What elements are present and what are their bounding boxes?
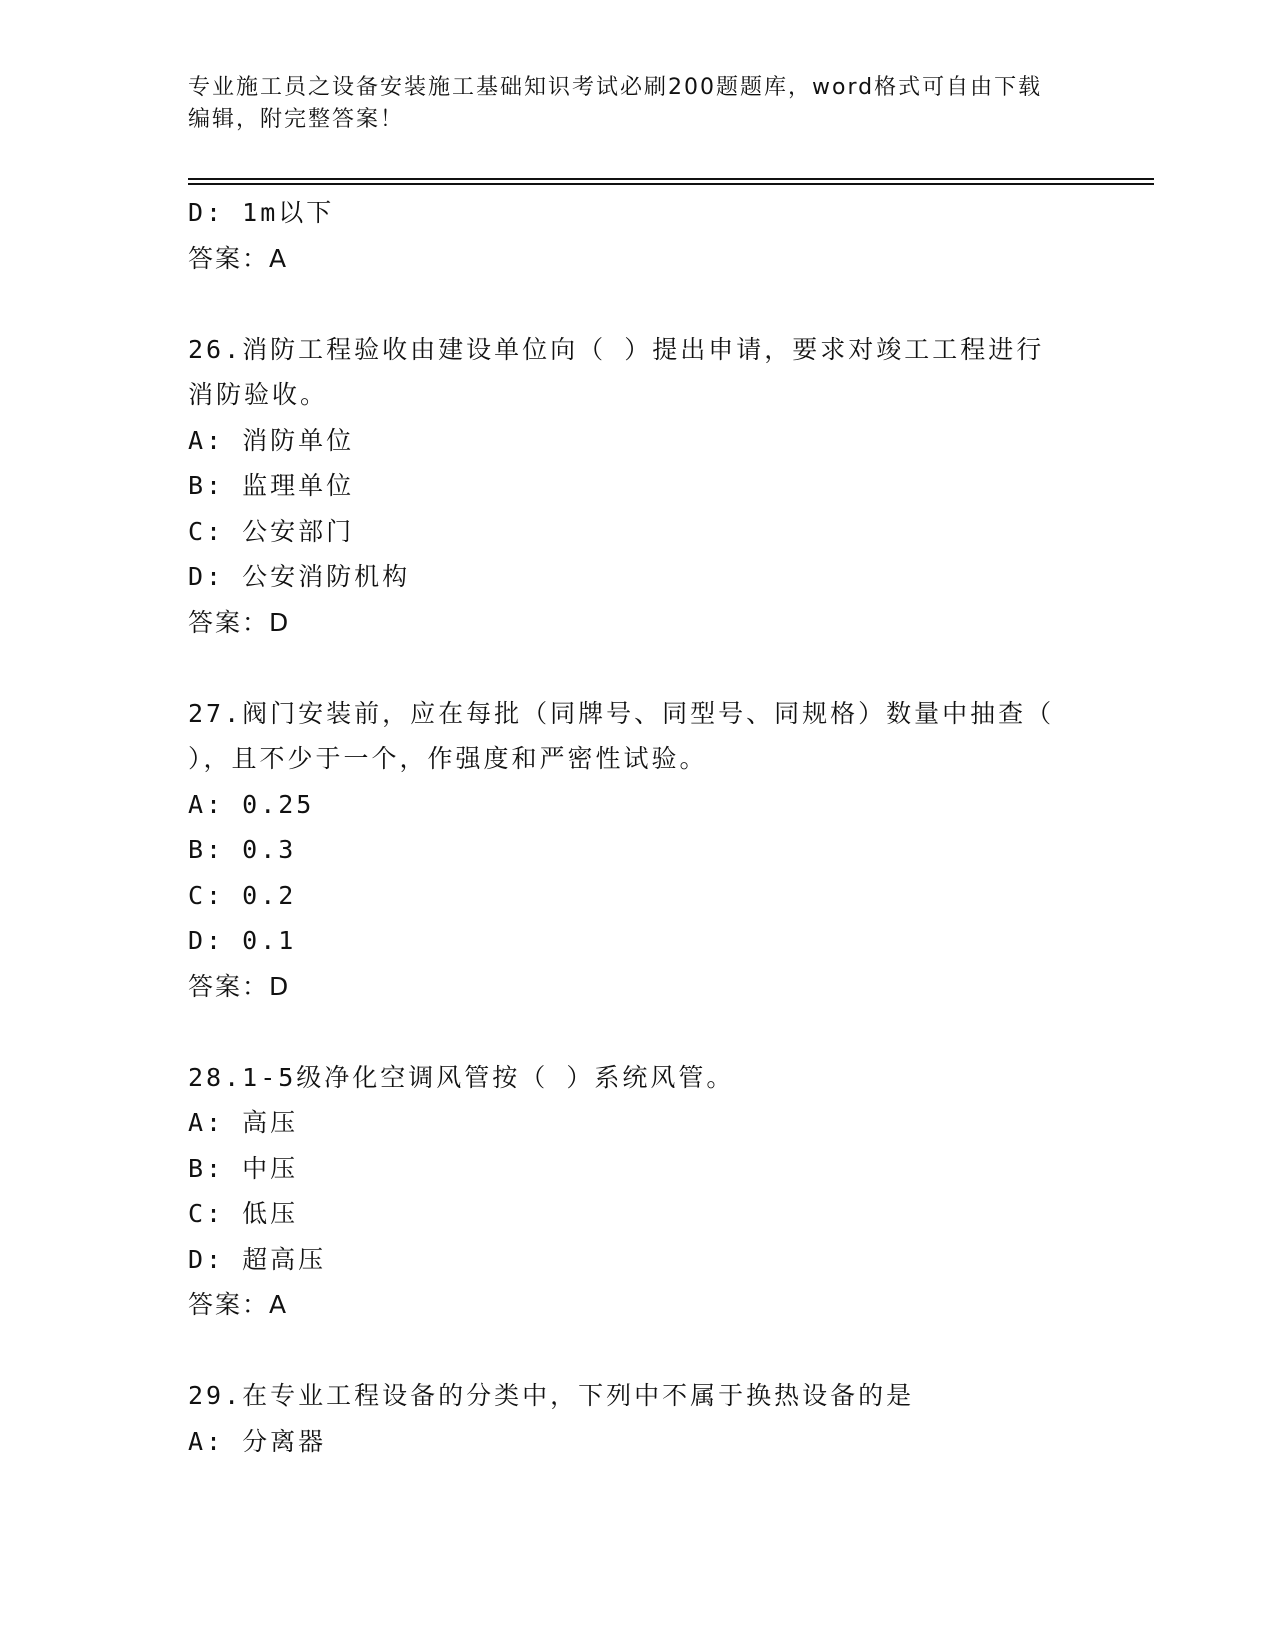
document-header	[188, 72, 1088, 136]
header-rule-bottom	[188, 183, 1154, 185]
option-d: D: 公安消防机构	[188, 562, 411, 591]
spacer	[188, 1009, 1088, 1055]
question-stem: 29.在专业工程设备的分类中，下列中不属于换热设备的是	[188, 1381, 915, 1410]
option-b: B: 监理单位	[188, 471, 355, 500]
option-c: C: 低压	[188, 1199, 299, 1228]
header-rule-top	[188, 178, 1154, 180]
prev-answer: 答案：A	[188, 243, 289, 273]
option-a: A: 0.25	[188, 789, 315, 819]
answer: 答案：D	[188, 971, 291, 1001]
header-line-2: 编辑，附完整答案！	[188, 107, 405, 132]
option-a: A: 分离器	[188, 1426, 327, 1456]
option-c: C: 0.2	[188, 880, 297, 910]
question-stem: 28.1-5级净化空调风管按（ ）系统风管。	[188, 1062, 735, 1092]
question-28	[188, 1055, 1088, 1328]
question-stem-continued: 消防验收。	[188, 380, 329, 409]
option-a: A: 高压	[188, 1108, 299, 1137]
question-stem: 27.阀门安装前，应在每批（同牌号、同型号、同规格）数量中抽查（	[188, 698, 1055, 728]
answer: 答案：D	[188, 607, 291, 637]
option-c: C: 公安部门	[188, 516, 355, 546]
option-d: D: 超高压	[188, 1244, 327, 1274]
answer: 答案：A	[188, 1290, 289, 1319]
question-26	[188, 327, 1088, 646]
option-d: D: 0.1	[188, 926, 297, 955]
spacer	[188, 645, 1088, 691]
prev-option-d: D: 1m以下	[188, 198, 335, 227]
spacer	[188, 281, 1088, 327]
spacer	[188, 1328, 1088, 1374]
question-stem: 26.消防工程验收由建设单位向（ ）提出申请，要求对竣工工程进行	[188, 334, 1045, 364]
header-line-1: 专业施工员之设备安装施工基础知识考试必刷200题题库，word格式可自由下载	[188, 75, 1043, 100]
question-27	[188, 691, 1088, 1010]
option-b: B: 中压	[188, 1153, 299, 1183]
question-29	[188, 1373, 1088, 1464]
question-list	[188, 190, 1088, 1464]
option-a: A: 消防单位	[188, 425, 355, 455]
option-b: B: 0.3	[188, 835, 297, 864]
question-stem-continued: ），且不少于一个，作强度和严密性试验。	[188, 744, 708, 773]
